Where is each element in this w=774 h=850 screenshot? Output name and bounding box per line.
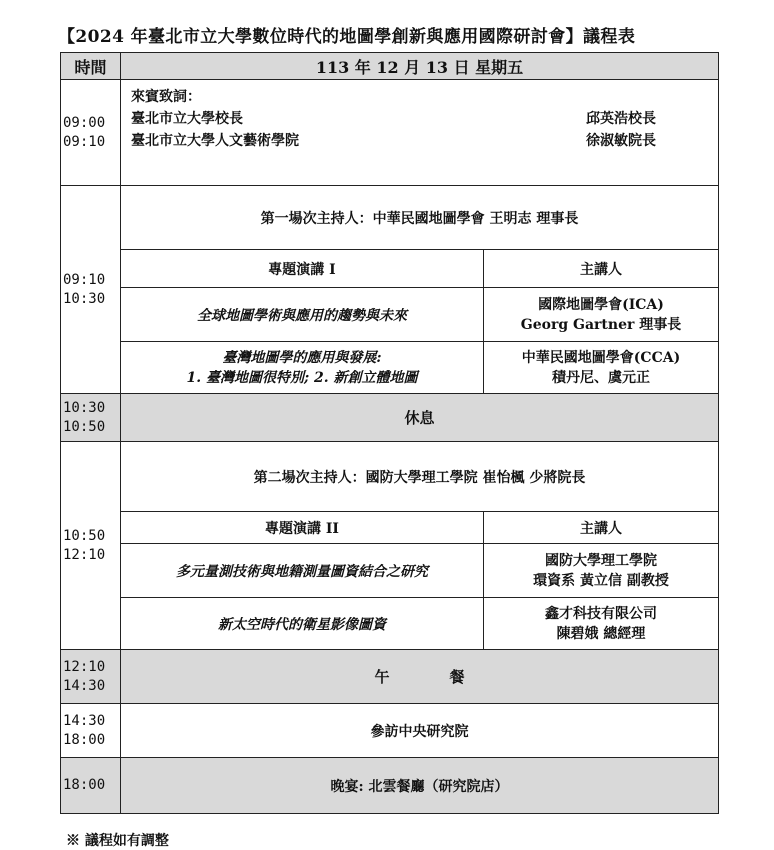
welcome-remarks <box>121 80 719 186</box>
talk-row <box>61 544 719 598</box>
talk-speaker: 國際地圖學會(ICA) Georg Gartner 理事長 <box>484 288 719 342</box>
time-column-header: 時間 <box>61 53 121 80</box>
talk-speaker: 國防大學理工學院 環資系 黃立信 副教授 <box>484 544 719 598</box>
talk-row <box>61 598 719 650</box>
time-cell: 10:30 10:50 <box>61 394 121 442</box>
header-row <box>61 53 719 80</box>
welcome-speaker: 臺北市立大學人文藝術學院 徐淑敏院長 <box>131 133 657 149</box>
time-cell: 18:00 <box>61 758 121 814</box>
session1-host: 第一場次主持人：中華民國地圖學會 王明志 理事長 <box>121 186 719 250</box>
talk-topic: 全球地圖學術與應用的趨勢與未來 <box>121 288 484 342</box>
time-cell: 09:00 09:10 <box>61 80 121 186</box>
talk-topic: 多元量測技術與地籍測量圖資結合之研究 <box>121 544 484 598</box>
time-cell: 10:50 12:10 <box>61 442 121 650</box>
talk-topic: 新太空時代的衛星影像圖資 <box>121 598 484 650</box>
speaker-header: 主講人 <box>484 250 719 288</box>
session2-host: 第二場次主持人：國防大學理工學院 崔怡楓 少將院長 <box>121 442 719 512</box>
date-header: 113 年 12 月 13 日 星期五 <box>121 53 719 80</box>
lunch-label: 午 餐 <box>121 650 719 704</box>
footnote: ※ 議程如有調整 <box>66 833 169 849</box>
session2-subheader-row <box>61 512 719 544</box>
topic-header: 專題演講 II <box>121 512 484 544</box>
document-title: 【2024 年臺北市立大學數位時代的地圖學創新與應用國際研討會】議程表 <box>58 27 636 47</box>
dinner-row <box>61 758 719 814</box>
session1-subheader-row <box>61 250 719 288</box>
talk-row <box>61 288 719 342</box>
break-row <box>61 394 719 442</box>
session1-host-row <box>61 186 719 250</box>
visit-row <box>61 704 719 758</box>
time-cell: 09:10 10:30 <box>61 186 121 394</box>
break-label: 休息 <box>121 394 719 442</box>
welcome-label: 來賓致詞： <box>131 89 201 105</box>
speaker-header: 主講人 <box>484 512 719 544</box>
time-cell: 12:10 14:30 <box>61 650 121 704</box>
welcome-speaker: 臺北市立大學校長 邱英浩校長 <box>131 111 657 127</box>
welcome-row <box>61 80 719 186</box>
session2-host-row <box>61 442 719 512</box>
topic-header: 專題演講 I <box>121 250 484 288</box>
dinner-label: 晚宴: 北雲餐廳（研究院店） <box>121 758 719 814</box>
talk-topic: 臺灣地圖學的應用與發展: 1. 臺灣地圖很特別; 2. 新創立體地圖 <box>121 342 484 394</box>
talk-row <box>61 342 719 394</box>
talk-speaker: 中華民國地圖學會(CCA) 積丹尼、虞元正 <box>484 342 719 394</box>
talk-speaker: 鑫才科技有限公司 陳碧娥 總經理 <box>484 598 719 650</box>
schedule-table <box>60 52 719 814</box>
visit-label: 參訪中央研究院 <box>121 704 719 758</box>
time-cell: 14:30 18:00 <box>61 704 121 758</box>
lunch-row <box>61 650 719 704</box>
